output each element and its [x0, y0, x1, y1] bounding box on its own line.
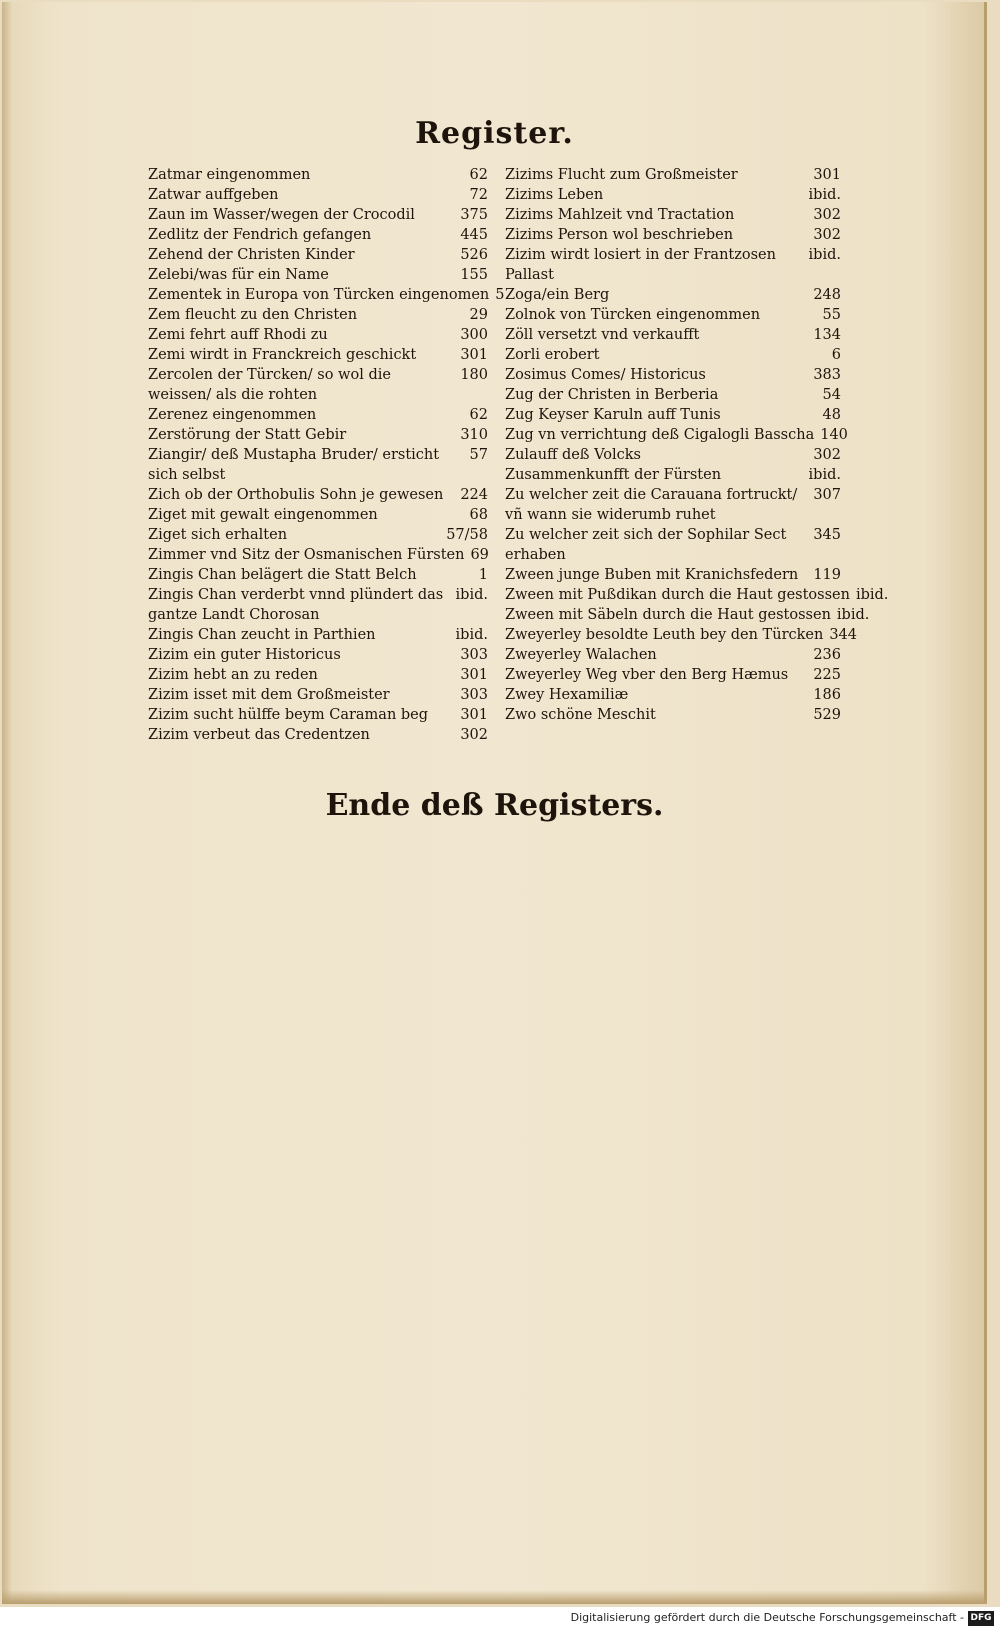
- entry-page-number: ibid.: [808, 187, 841, 203]
- register-entry: [148, 505, 488, 525]
- entry-text: Zweyerley Weg vber den Berg Hæmus: [505, 667, 789, 683]
- entry-text: Zich ob der Orthobulis Sohn je gewesen: [148, 487, 444, 503]
- register-entry: [148, 665, 488, 685]
- entry-text: Zug der Christen in Berberia: [505, 387, 719, 403]
- entry-text: Zoga/ein Berg: [505, 287, 610, 303]
- entry-page-number: 225: [813, 667, 841, 683]
- register-entry: [505, 205, 841, 225]
- register-entry: [148, 285, 505, 305]
- entry-text: Zizim verbeut das Credentzen: [148, 727, 370, 743]
- entry-text: Zehend der Christen Kinder: [148, 247, 355, 263]
- entry-page-number: 5: [495, 287, 505, 303]
- register-entry: [505, 625, 858, 645]
- entry-page-number: 69: [470, 547, 489, 563]
- entry-text: Zemi fehrt auff Rhodi zu: [148, 327, 328, 343]
- entry-page-number: 72: [469, 187, 488, 203]
- register-column-right: [505, 165, 889, 725]
- entry-page-number: ibid.: [836, 607, 870, 623]
- entry-text: Ziget mit gewalt eingenommen: [148, 507, 378, 523]
- entry-text: Zementek in Europa von Türcken eingenomen: [148, 287, 490, 303]
- register-entry: [505, 685, 841, 705]
- register-entry: [505, 585, 889, 605]
- dfg-logo: DFG: [968, 1611, 994, 1626]
- register-entry: [505, 365, 841, 385]
- entry-page-number: 301: [460, 347, 488, 363]
- entry-text: Zween mit Pußdikan durch die Haut gestossen: [505, 587, 850, 603]
- entry-page-number: ibid.: [455, 587, 488, 603]
- entry-text: Zizims Mahlzeit vnd Tractation: [505, 207, 735, 223]
- entry-page-number: 301: [460, 707, 488, 723]
- register-entry: [148, 725, 488, 745]
- entry-page-number: 526: [460, 247, 488, 263]
- register-entry: [148, 545, 488, 565]
- entry-page-number: 307: [813, 487, 841, 503]
- book-page: [2, 2, 987, 1602]
- register-entry: [505, 425, 848, 445]
- entry-text: Zatmar eingenommen: [148, 167, 311, 183]
- register-column-left: [148, 165, 505, 745]
- entry-page-number: 1: [478, 567, 488, 583]
- entry-text: Zizims Flucht zum Großmeister: [505, 167, 738, 183]
- entry-text: Zizim ein guter Historicus: [148, 647, 341, 663]
- register-entry: [505, 245, 841, 285]
- register-entry: [505, 185, 841, 205]
- entry-text: Zosimus Comes/ Historicus: [505, 367, 706, 383]
- register-entry: [148, 705, 488, 725]
- register-entry: [505, 445, 841, 465]
- register-entry: [148, 625, 488, 645]
- register-entry: [505, 565, 841, 585]
- register-entry: [505, 705, 841, 725]
- register-entry: [505, 325, 841, 345]
- register-entry: [148, 245, 488, 265]
- entry-page-number: ibid.: [455, 627, 488, 643]
- entry-page-number: 48: [822, 407, 841, 423]
- entry-text: Zween junge Buben mit Kranichsfedern: [505, 567, 799, 583]
- register-entry: [505, 385, 841, 405]
- register-entry: [148, 345, 488, 365]
- entry-page-number: 55: [822, 307, 841, 323]
- register-entry: [148, 265, 488, 285]
- entry-text: Zizims Person wol beschrieben: [505, 227, 734, 243]
- entry-page-number: 119: [813, 567, 841, 583]
- entry-text: Zerstörung der Statt Gebir: [148, 427, 347, 443]
- register-entry: [148, 305, 488, 325]
- entry-page-number: 344: [829, 627, 858, 643]
- entry-page-number: 68: [469, 507, 488, 523]
- entry-page-number: 375: [460, 207, 488, 223]
- entry-page-number: 301: [460, 667, 488, 683]
- entry-text: Zweyerley Walachen: [505, 647, 657, 663]
- entry-page-number: 248: [813, 287, 841, 303]
- entry-text: Zug Keyser Karuln auff Tunis: [505, 407, 721, 423]
- register-entry: [148, 485, 488, 505]
- entry-page-number: 57: [469, 447, 488, 463]
- entry-text: Zusammenkunfft der Fürsten: [505, 467, 722, 483]
- entry-page-number: 236: [813, 647, 841, 663]
- entry-text: Zizim isset mit dem Großmeister: [148, 687, 390, 703]
- entry-text: Ziangir/ deß Mustapha Bruder/ ersticht sich selbst: [148, 447, 440, 483]
- register-entry: [505, 345, 841, 365]
- register-entry: [148, 165, 488, 185]
- entry-text: Zercolen der Türcken/ so wol die weissen/ als die rohten: [148, 367, 391, 403]
- entry-page-number: 62: [469, 167, 488, 183]
- entry-page-number: 57/58: [446, 527, 488, 543]
- register-entry: [148, 585, 488, 625]
- entry-text: Zöll versetzt vnd verkaufft: [505, 327, 700, 343]
- register-entry: [505, 485, 841, 525]
- entry-page-number: 300: [460, 327, 488, 343]
- entry-page-number: 303: [460, 687, 488, 703]
- register-entry: [505, 285, 841, 305]
- register-entry: [505, 305, 841, 325]
- register-title: Register.: [415, 116, 574, 151]
- entry-text: Zimmer vnd Sitz der Osmanischen Fürsten: [148, 547, 465, 563]
- register-entry: [505, 605, 870, 625]
- entry-page-number: 445: [460, 227, 488, 243]
- register-entry: [505, 645, 841, 665]
- register-entry: [148, 365, 488, 405]
- entry-page-number: 302: [813, 207, 841, 223]
- entry-page-number: ibid.: [855, 587, 889, 603]
- footer-bar: [0, 1607, 1000, 1633]
- entry-page-number: 134: [813, 327, 841, 343]
- entry-page-number: 180: [460, 367, 488, 383]
- entry-text: Zatwar auffgeben: [148, 187, 279, 203]
- entry-page-number: 155: [460, 267, 488, 283]
- entry-page-number: 186: [813, 687, 841, 703]
- register-entry: [148, 445, 488, 485]
- end-of-register: Ende deß Registers.: [325, 788, 664, 823]
- entry-text: Zu welcher zeit sich der Sophilar Sect erhaben: [505, 527, 787, 563]
- register-entry: [148, 225, 488, 245]
- entry-text: Zorli erobert: [505, 347, 600, 363]
- entry-text: Zemi wirdt in Franckreich geschickt: [148, 347, 417, 363]
- entry-text: Zizims Leben: [505, 187, 604, 203]
- entry-page-number: 310: [460, 427, 488, 443]
- entry-text: Zwo schöne Meschit: [505, 707, 656, 723]
- entry-text: Zulauff deß Volcks: [505, 447, 641, 463]
- register-entry: [148, 205, 488, 225]
- entry-text: Ziget sich erhalten: [148, 527, 288, 543]
- entry-page-number: 301: [813, 167, 841, 183]
- register-entry: [505, 525, 841, 565]
- entry-text: Zolnok von Türcken eingenommen: [505, 307, 761, 323]
- entry-text: Zingis Chan verderbt vnnd plündert das gantze Landt Chorosan: [148, 587, 444, 623]
- entry-text: Zerenez eingenommen: [148, 407, 317, 423]
- entry-page-number: 6: [831, 347, 841, 363]
- entry-text: Zelebi/was für ein Name: [148, 267, 329, 283]
- register-entry: [148, 645, 488, 665]
- register-entry: [148, 185, 488, 205]
- register-entry: [148, 425, 488, 445]
- entry-page-number: 345: [813, 527, 841, 543]
- entry-text: Zingis Chan belägert die Statt Belch: [148, 567, 417, 583]
- entry-page-number: 383: [813, 367, 841, 383]
- register-entry: [505, 665, 841, 685]
- entry-page-number: 302: [460, 727, 488, 743]
- entry-text: Zingis Chan zeucht in Parthien: [148, 627, 376, 643]
- entry-page-number: 29: [469, 307, 488, 323]
- entry-text: Zizim wirdt losiert in der Frantzosen Pallast: [505, 247, 776, 283]
- register-entry: [148, 685, 488, 705]
- entry-text: Zedlitz der Fendrich gefangen: [148, 227, 372, 243]
- entry-page-number: 303: [460, 647, 488, 663]
- entry-text: Zizim hebt an zu reden: [148, 667, 318, 683]
- entry-text: Zem fleucht zu den Christen: [148, 307, 358, 323]
- register-entry: [505, 165, 841, 185]
- entry-text: Zizim sucht hülffe beym Caraman beg: [148, 707, 429, 723]
- entry-page-number: 140: [820, 427, 848, 443]
- entry-text: Zweyerley besoldte Leuth bey den Türcken: [505, 627, 824, 643]
- entry-page-number: 224: [460, 487, 488, 503]
- register-entry: [505, 465, 841, 485]
- register-entry: [148, 525, 488, 545]
- entry-text: Zwey Hexamiliæ: [505, 687, 629, 703]
- entry-text: Zween mit Säbeln durch die Haut gestossen: [505, 607, 831, 623]
- entry-text: Zaun im Wasser/wegen der Crocodil: [148, 207, 415, 223]
- register-entry: [148, 565, 488, 585]
- entry-text: Zu welcher zeit die Carauana fortruckt/ vñ wann sie widerumb ruhet: [505, 487, 798, 523]
- entry-page-number: 302: [813, 447, 841, 463]
- register-entry: [148, 325, 488, 345]
- entry-page-number: ibid.: [808, 247, 841, 263]
- entry-page-number: 54: [822, 387, 841, 403]
- entry-page-number: 529: [813, 707, 841, 723]
- register-entry: [505, 225, 841, 245]
- entry-page-number: 302: [813, 227, 841, 243]
- register-entry: [148, 405, 488, 425]
- entry-page-number: ibid.: [808, 467, 841, 483]
- entry-page-number: 62: [469, 407, 488, 423]
- page-edge-bottom: [2, 1590, 987, 1604]
- register-entry: [505, 405, 841, 425]
- entry-text: Zug vn verrichtung deß Cigalogli Basscha: [505, 427, 815, 443]
- funding-credit: Digitalisierung gefördert durch die Deutsche Forschungsgemeinschaft -: [570, 1611, 964, 1624]
